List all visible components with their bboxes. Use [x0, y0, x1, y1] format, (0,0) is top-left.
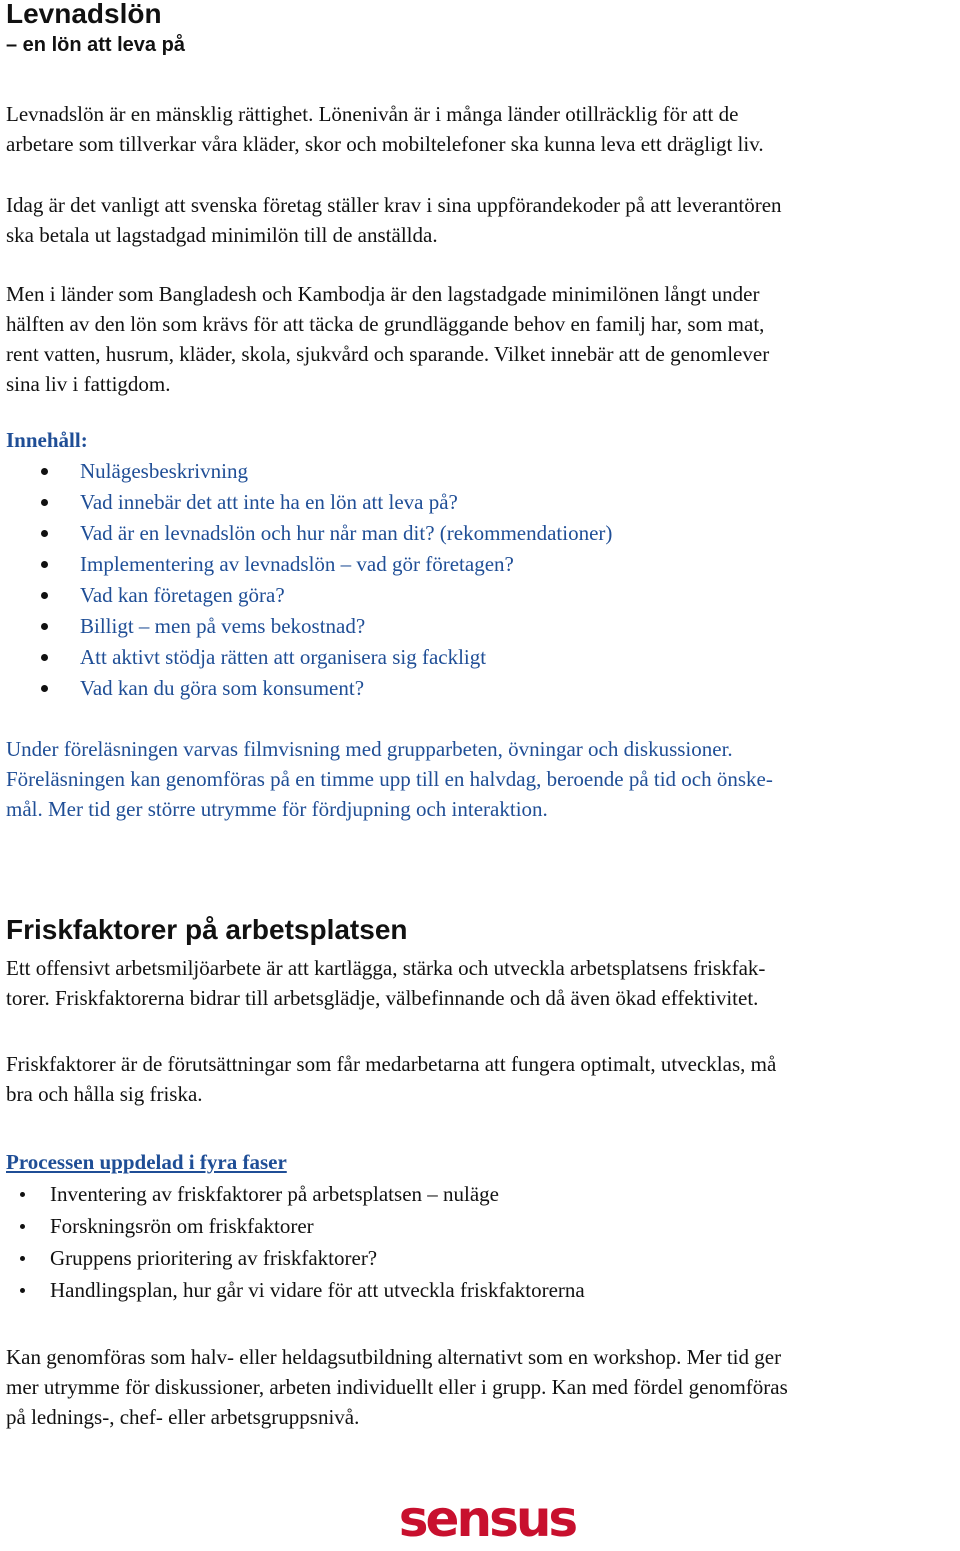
paragraph-friskfaktorer-intro: Ett offensivt arbetsmiljöarbete är att kartlägga, stärka och utveckla arbetsplatsens friskfak- torer. Friskfaktorerna bidrar till arbetsglädje, välbefinnande och då även ökad effektivitet.	[6, 956, 766, 1010]
list-item: Vad är en levnadslön och hur når man dit? (rekommendationer)	[0, 518, 612, 549]
bullet-icon	[20, 1224, 25, 1229]
paragraph-supplier-requirements: Idag är det vanligt att svenska företag ställer krav i sina uppförandekoder på att leverantören ska betala ut lagstadgad minimilön till de anställda.	[6, 193, 782, 247]
bullet-icon	[41, 499, 48, 506]
contents-heading: Innehåll:	[6, 428, 88, 452]
closing-paragraph-levnadslon: Under föreläsningen varvas filmvisning med grupparbeten, övningar och diskussioner. Föreläsningen kan genomföras på en timme upp till en halvdag, beroende på tid och önske- mål. Mer tid ger större utrymme för fördjupning och interaktion.	[6, 737, 773, 821]
bullet-icon	[41, 592, 48, 599]
list-item: Implementering av levnadslön – vad gör företagen?	[0, 549, 612, 580]
list-item: Vad kan du göra som konsument?	[0, 673, 612, 704]
list-item: Vad innebär det att inte ha en lön att leva på?	[0, 487, 612, 518]
logo-text: sensus	[398, 1492, 576, 1544]
process-heading: Processen uppdelad i fyra faser	[6, 1150, 287, 1174]
list-item: Handlingsplan, hur går vi vidare för att utveckla friskfaktorerna	[0, 1274, 585, 1306]
list-item: Forskningsrön om friskfaktorer	[0, 1210, 585, 1242]
section-title-levnadslon: Levnadslön	[6, 0, 162, 29]
list-item: Inventering av friskfaktorer på arbetsplatsen – nuläge	[0, 1178, 585, 1210]
contents-list	[0, 456, 612, 704]
list-item: Vad kan företagen göra?	[0, 580, 612, 611]
intro-paragraph: Levnadslön är en mänsklig rättighet. Lönenivån är i många länder otillräcklig för att de arbetare som tillverkar våra kläder, skor och mobiltelefoner ska kunna leva ett drägligt liv.	[6, 102, 764, 156]
paragraph-minimum-wage: Men i länder som Bangladesh och Kambodja är den lagstadgade minimilönen långt under hälften av den lön som krävs för att täcka de grundläggande behov en familj har, som mat, rent vatten, husrum, kläder, skola, sjukvård och sparande. Vilket innebär att de genomlever sina liv i fattigdom.	[6, 282, 770, 396]
bullet-icon	[41, 561, 48, 568]
bullet-icon	[41, 654, 48, 661]
list-item: Gruppens prioritering av friskfaktorer?	[0, 1242, 585, 1274]
section-subtitle: – en lön att leva på	[6, 34, 185, 56]
closing-paragraph-friskfaktorer: Kan genomföras som halv- eller heldagsutbildning alternativt som en workshop. Mer tid ger mer utrymme för diskussioner, arbeten individuellt eller i grupp. Kan med fördel genomföras på lednings-, chef- eller arbetsgruppsnivå.	[6, 1345, 788, 1429]
section-title-friskfaktorer: Friskfaktorer på arbetsplatsen	[6, 914, 408, 945]
bullet-icon	[41, 530, 48, 537]
list-item: Billigt – men på vems bekostnad?	[0, 611, 612, 642]
bullet-icon	[20, 1288, 25, 1293]
sensus-logo	[380, 1492, 594, 1544]
bullet-icon	[20, 1256, 25, 1261]
bullet-icon	[41, 685, 48, 692]
bullet-icon	[20, 1192, 25, 1197]
list-item: Att aktivt stödja rätten att organisera sig fackligt	[0, 642, 612, 673]
phases-list	[0, 1178, 585, 1306]
paragraph-friskfaktorer-definition: Friskfaktorer är de förutsättningar som får medarbetarna att fungera optimalt, utvecklas, må bra och hålla sig friska.	[6, 1052, 777, 1106]
bullet-icon	[41, 623, 48, 630]
bullet-icon	[41, 468, 48, 475]
list-item: Nulägesbeskrivning	[0, 456, 612, 487]
